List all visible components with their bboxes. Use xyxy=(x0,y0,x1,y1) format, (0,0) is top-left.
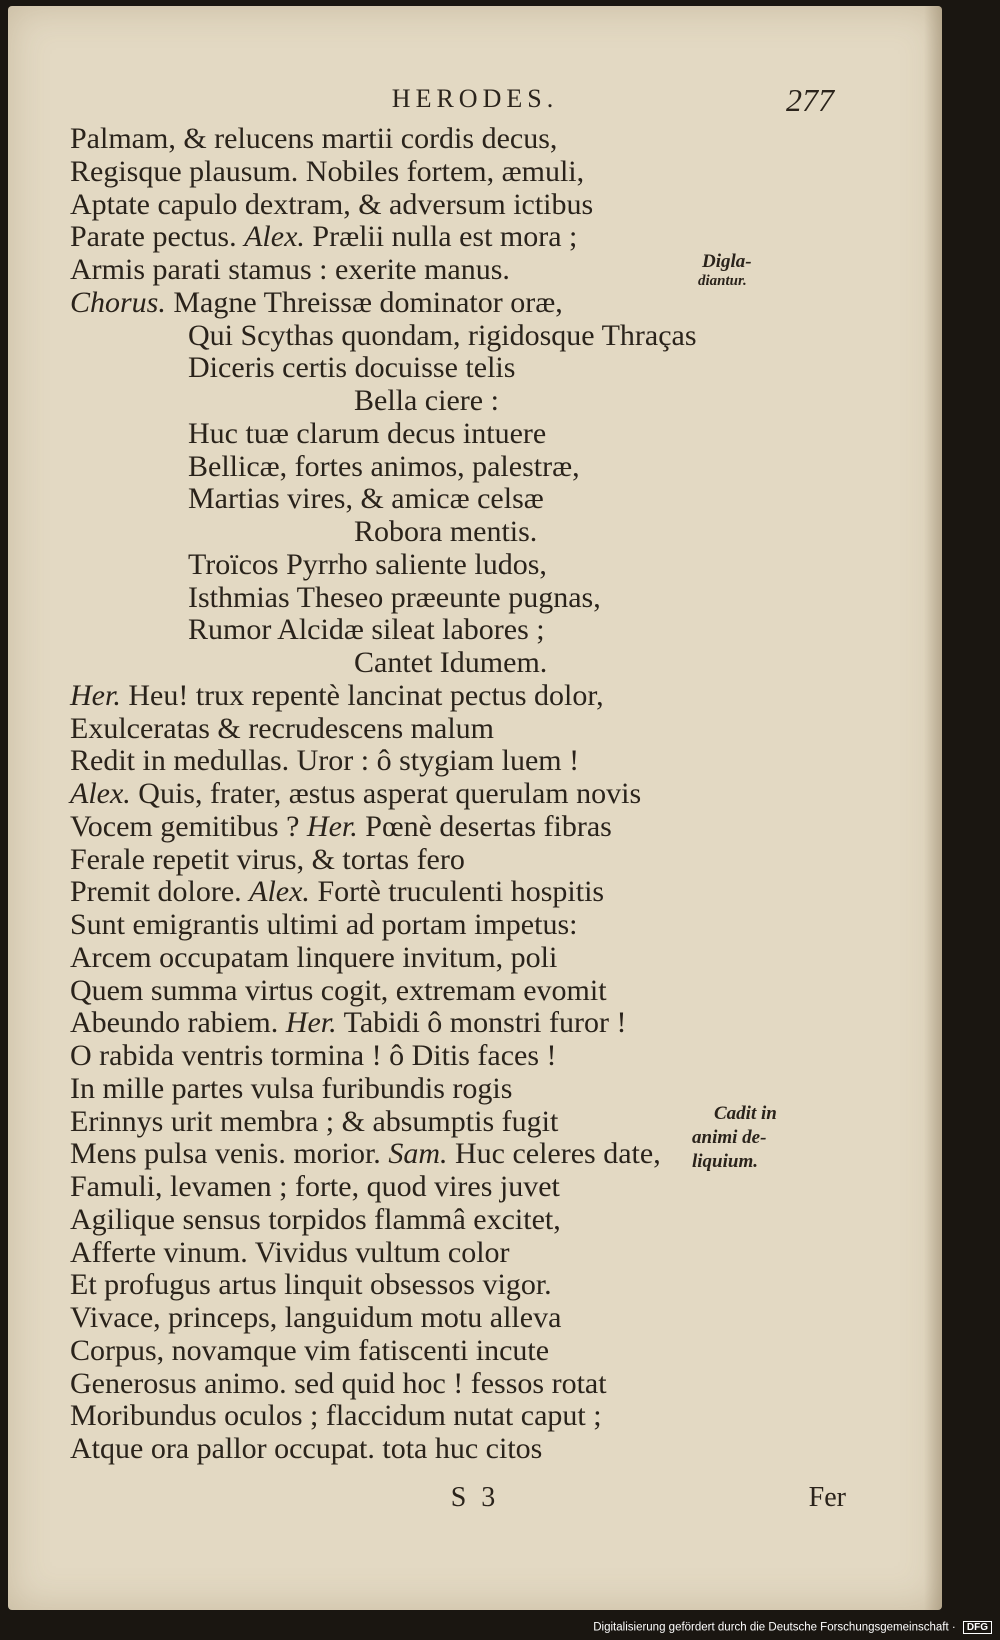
line-text: Moribundus oculos ; flaccidum nutat caput ; xyxy=(70,1399,602,1433)
line-text: Arcem occupatam linquere invitum, poli xyxy=(70,940,558,974)
line-text: Redit in medullas. Uror : ô stygiam luem ! xyxy=(70,744,580,778)
line-text: Et profugus artus linquit obsessos vigor. xyxy=(70,1268,552,1302)
line-text: Bellicæ, fortes animos, palestræ, xyxy=(188,449,580,483)
margin-note-line: Cadit in xyxy=(714,1103,777,1124)
line-text: Huc tuæ clarum decus intuere xyxy=(188,416,547,450)
line-text: Huc celeres date, xyxy=(454,1137,661,1171)
line-text: Isthmias Theseo præeunte pugnas, xyxy=(188,580,601,614)
speaker-label: Her. xyxy=(285,1006,337,1040)
line-text: O rabida ventris tormina ! ô Ditis faces ! xyxy=(70,1039,557,1072)
verse-line xyxy=(70,1433,830,1466)
book-page xyxy=(8,6,942,1610)
verse-line xyxy=(70,516,830,549)
line-text: Famuli, levamen ; forte, quod vires juvet xyxy=(70,1170,560,1203)
line-text: Qui Scythas quondam, rigidosque Thraças xyxy=(188,318,697,352)
margin-note-line: diantur. xyxy=(698,273,747,289)
line-text: Erinnys urit membra ; & absumptis fugit xyxy=(70,1104,559,1138)
verse-line xyxy=(70,942,830,975)
margin-note-line: animi de- xyxy=(692,1127,767,1148)
line-text: Rumor Alcidæ sileat labores ; xyxy=(188,613,545,647)
speaker-label: Her. xyxy=(70,678,121,712)
margin-note-line: liquium. xyxy=(692,1151,758,1172)
line-text: Pœnè desertas fibras xyxy=(365,809,612,843)
catchword: Fer xyxy=(808,1482,846,1513)
line-text: Aptate capulo dextram, & adversum ictibus xyxy=(70,187,594,221)
line-text: Bella ciere : xyxy=(354,384,499,417)
verse-line xyxy=(70,320,830,353)
margin-note-cadit xyxy=(692,1102,777,1174)
verse-line xyxy=(70,1007,830,1040)
margin-note-digladiantur xyxy=(698,250,752,288)
page-number: 277 xyxy=(786,82,834,118)
verse-line xyxy=(70,811,830,844)
line-text: Corpus, novamque vim fatiscenti incute xyxy=(70,1333,550,1367)
verse-line xyxy=(70,1040,830,1073)
line-text: Quem summa virtus cogit, extremam evomit xyxy=(70,973,607,1007)
verse-line xyxy=(70,876,830,909)
verse-line xyxy=(70,352,830,385)
line-text: Armis parati stamus : exerite manus. xyxy=(70,253,510,286)
verse-line xyxy=(70,385,830,418)
line-text: Robora mentis. xyxy=(354,515,538,548)
line-text: Sunt emigrantis ultimi ad portam impetus: xyxy=(70,908,578,941)
verse-line xyxy=(70,156,830,189)
line-text: Parate pectus. xyxy=(70,220,237,254)
line-text: Atque ora pallor occupat. tota huc citos xyxy=(70,1432,543,1465)
line-text: Quis, frater, æstus asperat querulam novis xyxy=(138,777,642,810)
verse-line xyxy=(70,483,830,516)
line-text: Martias vires, & amicæ celsæ xyxy=(188,482,544,516)
verse-line xyxy=(70,647,830,680)
verse-line xyxy=(70,614,830,647)
line-text: Agilique sensus torpidos flammâ excitet, xyxy=(70,1202,561,1236)
speaker-label: Her. xyxy=(306,809,358,843)
line-text: Generosus animo. sed quid hoc ! fessos rotat xyxy=(70,1366,607,1400)
speaker-label: Alex. xyxy=(70,777,131,810)
verse-text xyxy=(70,123,830,1466)
verse-line xyxy=(70,287,830,320)
line-text: Tabidi ô monstri furor ! xyxy=(343,1006,627,1040)
verse-line xyxy=(70,975,830,1008)
verse-line xyxy=(70,549,830,582)
line-text: Vivace, princeps, languidum motu alleva xyxy=(70,1301,562,1334)
verse-line xyxy=(70,1171,830,1204)
speaker-label: Alex. xyxy=(249,875,310,909)
verse-line xyxy=(70,418,830,451)
line-text: Vocem gemitibus ? xyxy=(70,809,300,843)
verse-line xyxy=(70,745,830,778)
line-text: Regisque plausum. Nobiles fortem, æmuli, xyxy=(70,154,585,188)
verse-line xyxy=(70,582,830,615)
line-text: Prælii nulla est mora ; xyxy=(312,220,578,254)
line-text: Cantet Idumem. xyxy=(354,646,548,679)
verse-line xyxy=(70,1335,830,1368)
dfg-logo: DFG xyxy=(963,1621,992,1634)
verse-line xyxy=(70,189,830,222)
verse-line xyxy=(70,1237,830,1270)
line-text: Mens pulsa venis. morior. xyxy=(70,1137,381,1171)
line-text: Abeundo rabiem. xyxy=(70,1006,279,1040)
line-text: In mille partes vulsa furibundis rogis xyxy=(70,1071,513,1105)
line-text: Afferte vinum. Vividus vultum color xyxy=(70,1235,510,1269)
line-text: Ferale repetit virus, & tortas fero xyxy=(70,842,465,876)
speaker-label: Chorus. xyxy=(70,285,166,319)
verse-line xyxy=(70,909,830,942)
line-text: Palmam, & relucens martii cordis decus, xyxy=(70,122,558,155)
running-head: HERODES. xyxy=(391,84,559,113)
verse-line xyxy=(70,680,830,713)
verse-line xyxy=(70,713,830,746)
line-text: Diceris certis docuisse telis xyxy=(188,351,516,385)
line-text: Fortè truculenti hospitis xyxy=(317,875,605,909)
line-text: Heu! trux repentè lancinat pectus dolor, xyxy=(128,678,604,712)
verse-line xyxy=(70,1269,830,1302)
verse-line xyxy=(70,123,830,156)
signature-mark: S 3 xyxy=(450,1482,500,1513)
speaker-label: Sam. xyxy=(388,1137,448,1171)
margin-note-line: Digla- xyxy=(702,251,752,272)
page-edge-shadow xyxy=(924,6,942,1610)
line-text: Premit dolore. xyxy=(70,875,242,909)
credit-text: Digitalisierung gefördert durch die Deutsche Forschungsgemeinschaft · xyxy=(593,1621,956,1634)
verse-line xyxy=(70,1302,830,1335)
digitization-credit xyxy=(593,1621,992,1634)
verse-line xyxy=(70,1073,830,1106)
verse-line xyxy=(70,844,830,877)
line-text: Magne Threissæ dominator oræ, xyxy=(173,285,563,319)
line-text: Troïcos Pyrrho saliente ludos, xyxy=(188,547,547,581)
line-text: Exulceratas & recrudescens malum xyxy=(70,711,494,745)
verse-line xyxy=(70,1400,830,1433)
verse-line xyxy=(70,1368,830,1401)
speaker-label: Alex. xyxy=(244,220,305,254)
verse-line xyxy=(70,778,830,811)
verse-line xyxy=(70,1204,830,1237)
verse-line xyxy=(70,451,830,484)
